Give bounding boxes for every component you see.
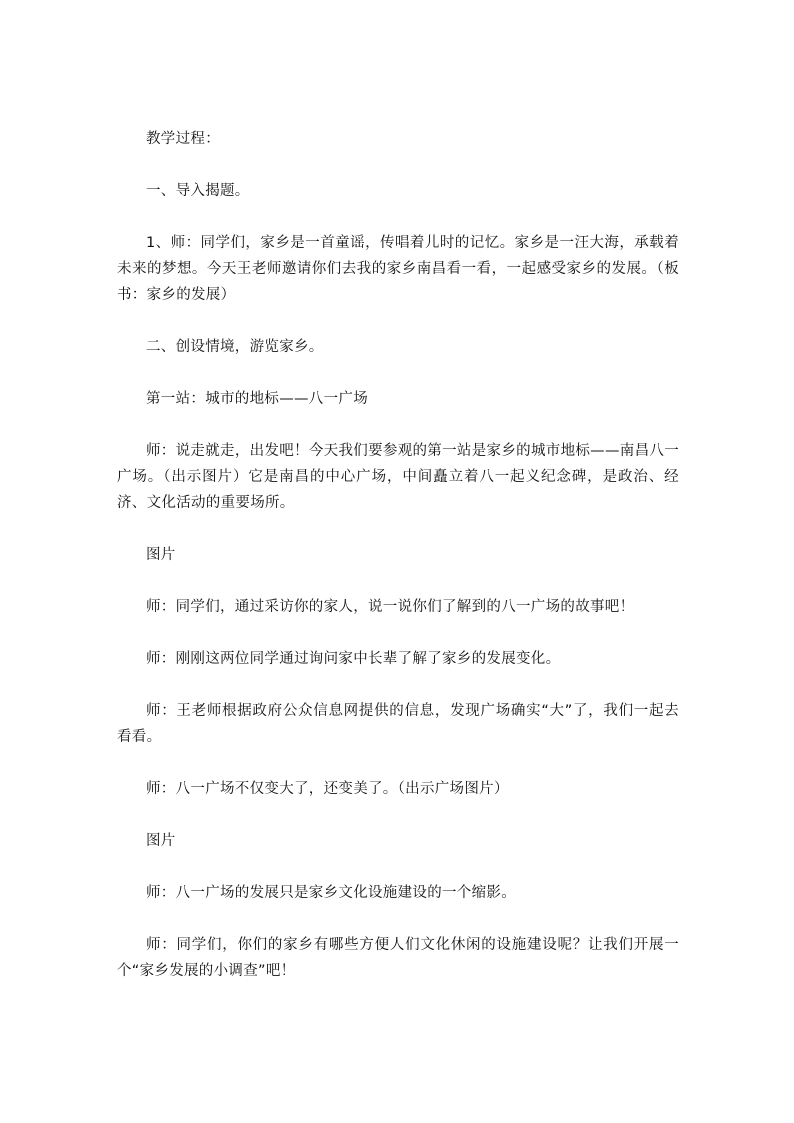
paragraph-gap [117, 412, 679, 438]
paragraph-interview-prompt: 师：同学们，通过采访你的家人，说一说你们了解到的八一广场的故事吧！ [146, 599, 635, 615]
paragraph-gap [117, 854, 679, 880]
document-body [117, 126, 679, 984]
paragraph-gap [117, 516, 679, 542]
paragraph-gap [117, 308, 679, 334]
paragraph-gap [117, 360, 679, 386]
section-heading-teaching-process: 教学过程： [146, 131, 220, 147]
paragraph-gap [117, 152, 679, 178]
paragraph-gap [117, 204, 679, 230]
paragraph-government-info: 师：王老师根据政府公众信息网提供的信息，发现广场确实“大”了，我们一起去看看。 [117, 703, 679, 745]
paragraph-gap [117, 568, 679, 594]
image-placeholder-label: 图片 [146, 833, 176, 849]
paragraph-gap [117, 906, 679, 932]
paragraph-gap [117, 750, 679, 776]
section-heading-intro: 一、导入揭题。 [146, 183, 250, 199]
paragraph-gap [117, 620, 679, 646]
paragraph-gap [117, 672, 679, 698]
subheading-first-stop: 第一站：城市的地标——八一广场 [146, 391, 368, 407]
section-heading-scenario: 二、创设情境，游览家乡。 [146, 339, 324, 355]
paragraph-square-beautiful: 师：八一广场不仅变大了，还变美了。（出示广场图片） [146, 781, 509, 797]
paragraph-gap [117, 802, 679, 828]
image-placeholder-label: 图片 [146, 547, 176, 563]
paragraph-first-stop-text: 师：说走就走，出发吧！今天我们要参观的第一站是家乡的城市地标——南昌八一广场。（出示图片）它是南昌的中心广场，中间矗立着八一起义纪念碑，是政治、经济、文化活动的重要场所。 [117, 443, 679, 511]
paragraph-elders-change: 师：刚刚这两位同学通过询问家中长辈了解了家乡的发展变化。 [146, 651, 561, 667]
paragraph-facilities-epitome: 师：八一广场的发展只是家乡文化设施建设的一个缩影。 [146, 885, 516, 901]
paragraph-survey-prompt: 师：同学们，你们的家乡有哪些方便人们文化休闲的设施建设呢？让我们开展一个“家乡发展的小调查”吧！ [117, 937, 679, 979]
paragraph-intro-text: 1、师：同学们，家乡是一首童谣，传唱着儿时的记忆。家乡是一汪大海，承载着未来的梦想。今天王老师邀请你们去我的家乡南昌看一看，一起感受家乡的发展。（板书：家乡的发展） [117, 235, 679, 303]
